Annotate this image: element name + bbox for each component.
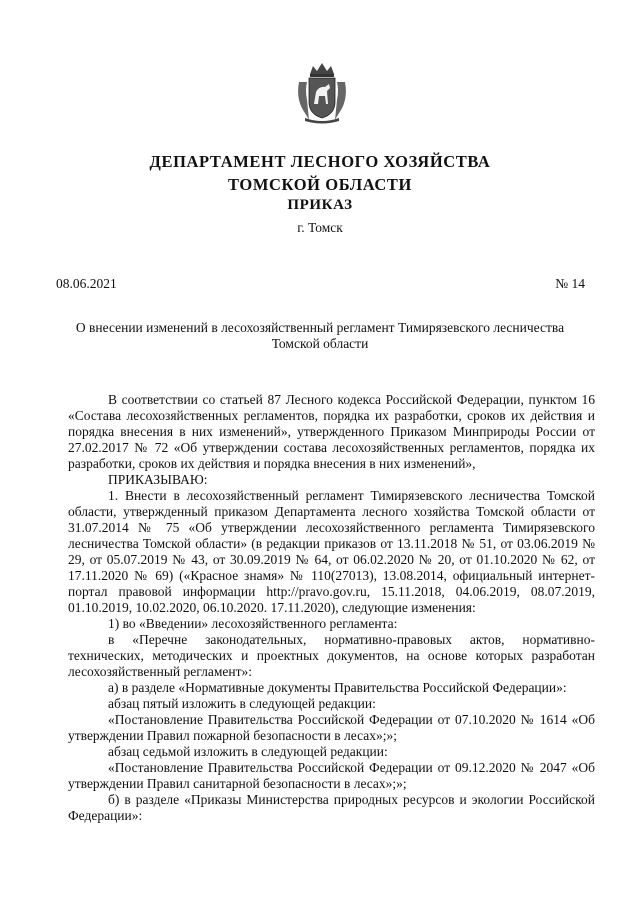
tomsk-coat-of-arms-icon [295, 60, 349, 124]
paragraph: «Постановление Правительства Российской Федерации от 09.12.2020 № 2047 «Об утверждении Правил санитарной безопасности в лесах»;»; [68, 760, 595, 791]
paragraph: в «Перечне законодательных, нормативно-правовых актов, нормативно-технических, методических и проектных документов, на основе которых разработан лесохозяйственный регламент»: [68, 632, 595, 679]
paragraph: «Постановление Правительства Российской Федерации от 07.10.2020 № 1614 «Об утверждении Правил пожарной безопасности в лесах»;»; [68, 712, 595, 743]
paragraph: 1) во «Введении» лесохозяйственного регламента: [108, 616, 398, 631]
paragraph-decree: ПРИКАЗЫВАЮ: [108, 472, 208, 487]
order-title: О внесении изменений в лесохозяйственный регламент Тимирязевского лесничества Томской области [75, 320, 565, 351]
order-number: № 14 [555, 276, 585, 291]
document-type: ПРИКАЗ [287, 197, 353, 213]
paragraph: абзац седьмой изложить в следующей редакции: [108, 744, 388, 759]
paragraph: б) в разделе «Приказы Министерства природных ресурсов и экологии Российской Федерации»: [68, 792, 595, 823]
department-name-line2: ТОМСКОЙ ОБЛАСТИ [228, 175, 412, 194]
department-name-line1: ДЕПАРТАМЕНТ ЛЕСНОГО ХОЗЯЙСТВА [149, 152, 491, 171]
paragraph: В соответствии со статьей 87 Лесного кодекса Российской Федерации, пунктом 16 «Состава лесохозяйственных регламентов, порядка их разработки, сроков их действия и порядка внесения в них изменений», утвержденного Приказом Минприроды России от 27.02.2017 № 72 «Об утверждении состава лесохозяйственных регламентов, порядка их разработки, сроков их действия и порядка внесения в них изменений», [68, 392, 595, 471]
paragraph: а) в разделе «Нормативные документы Правительства Российской Федерации»: [108, 680, 567, 695]
city: г. Томск [297, 220, 343, 235]
paragraph: абзац пятый изложить в следующей редакции: [108, 696, 376, 711]
paragraph: 1. Внести в лесохозяйственный регламент Тимирязевского лесничества Томской области, утвержденный приказом Департамента лесного хозяйства Томской области от 31.07.2014 № 75 «Об утверждении лесохозяйственного регламента Тимирязевского лесничества Томской области» (в редакции приказов от 13.11.2018 № 51, от 03.06.2019 № 29, от 05.07.2019 № 43, от 30.09.2019 № 64, от 06.02.2020 № 20, от 01.10.2020 № 62, от 17.11.2020 № 69) («Красное знамя» № 110(27013), 13.08.2014, официальный интернет-портал правовой информации http://pravo.gov.ru, 15.11.2018, 04.06.2019, 08.07.2019, 01.10.2019, 10.02.2020, 06.10.2020. 17.11.2020), следующие изменения: [68, 488, 595, 615]
order-body [68, 392, 595, 824]
order-date: 08.06.2021 [56, 276, 117, 291]
